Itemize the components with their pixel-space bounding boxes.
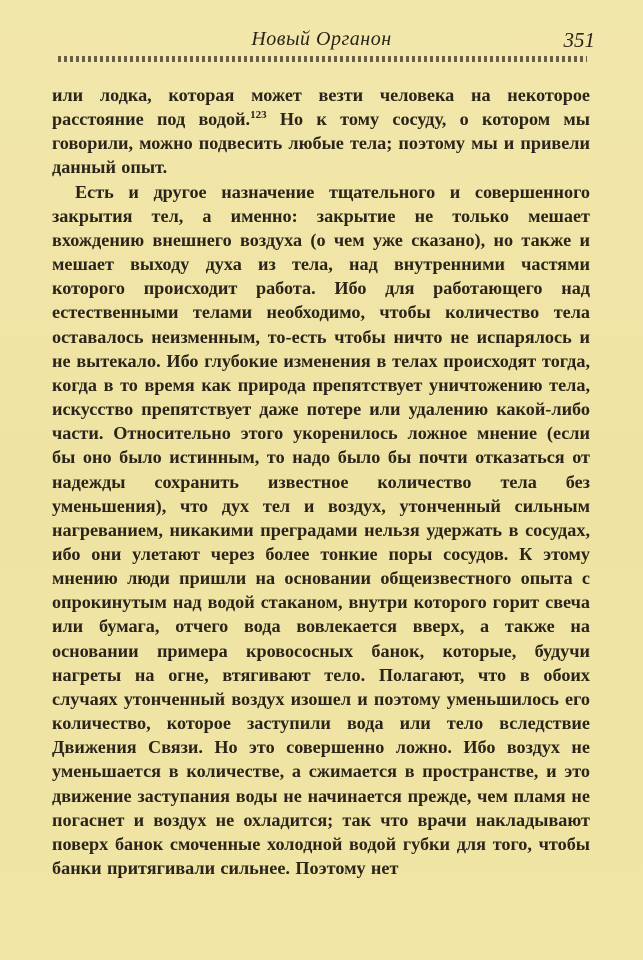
- running-title: Новый Органон: [251, 28, 392, 50]
- running-head: [44, 28, 599, 56]
- paragraph-text: или лодка, которая может везти человека на некоторое расстояние под водой.: [52, 85, 590, 130]
- page-number: 351: [563, 28, 595, 52]
- body-text: [52, 83, 590, 880]
- decorative-rule: [58, 56, 587, 62]
- paragraph: Есть и другое назначение тщательного и совершенного закрытия тел, а именно: закрытие не только мешает вхождению внешнего воздуха (о чем уже сказано), но также и мешает выходу духа из тела, над внутренними частями которого происходит работа. Ибо для работающего над естественными телами необходимо, чтобы количество тела оставалось неизменным, то-есть чтобы ничто не испарялось и не вытекало. Ибо глубокие изменения в телах происходят тогда, когда в то время как природа препятствует уничтожению тела, искусство препятствует даже потере или удалению какой-либо части. Относительно этого укоренилось ложное мнение (если бы оно было истинным, то надо было бы почти отказаться от надежды сохранить известное количество тела без уменьшения), что дух тел и воздух, утонченный сильным нагреванием, никакими преградами нельзя удержать в сосудах, ибо они улетают через более тонкие поры сосудов. К этому мнению люди пришли на основании общеизвестного опыта с опрокинутым над водой стаканом, внутри которого горит свеча или бумага, отчего вода вовлекается вверх, а также на основании примера кровососных банок, которые, будучи нагреты на огне, втягивают тело. Полагают, что в обоих случаях утонченный воздух изошел и поэтому уменьшилось его количество, которое заступили вода или тело вследствие Движения Связи. Но это совершенно ложно. Ибо воздух не уменьшается в количестве, а сжимается в пространстве, и это движение заступания воды не начинается прежде, чем пламя не погаснет и воздух не охладится; так что врачи накладывают поверх банок смоченные холодной водой губки для того, чтобы банки притягивали сильнее. Поэтому нет: [52, 181, 590, 878]
- paragraph-text: Но к тому сосуду, о котором мы говорили, можно подвесить любые тела; поэтому мы и привели данный опыт.: [52, 109, 590, 178]
- footnote-reference: 123: [250, 109, 267, 122]
- paragraph: [52, 83, 590, 180]
